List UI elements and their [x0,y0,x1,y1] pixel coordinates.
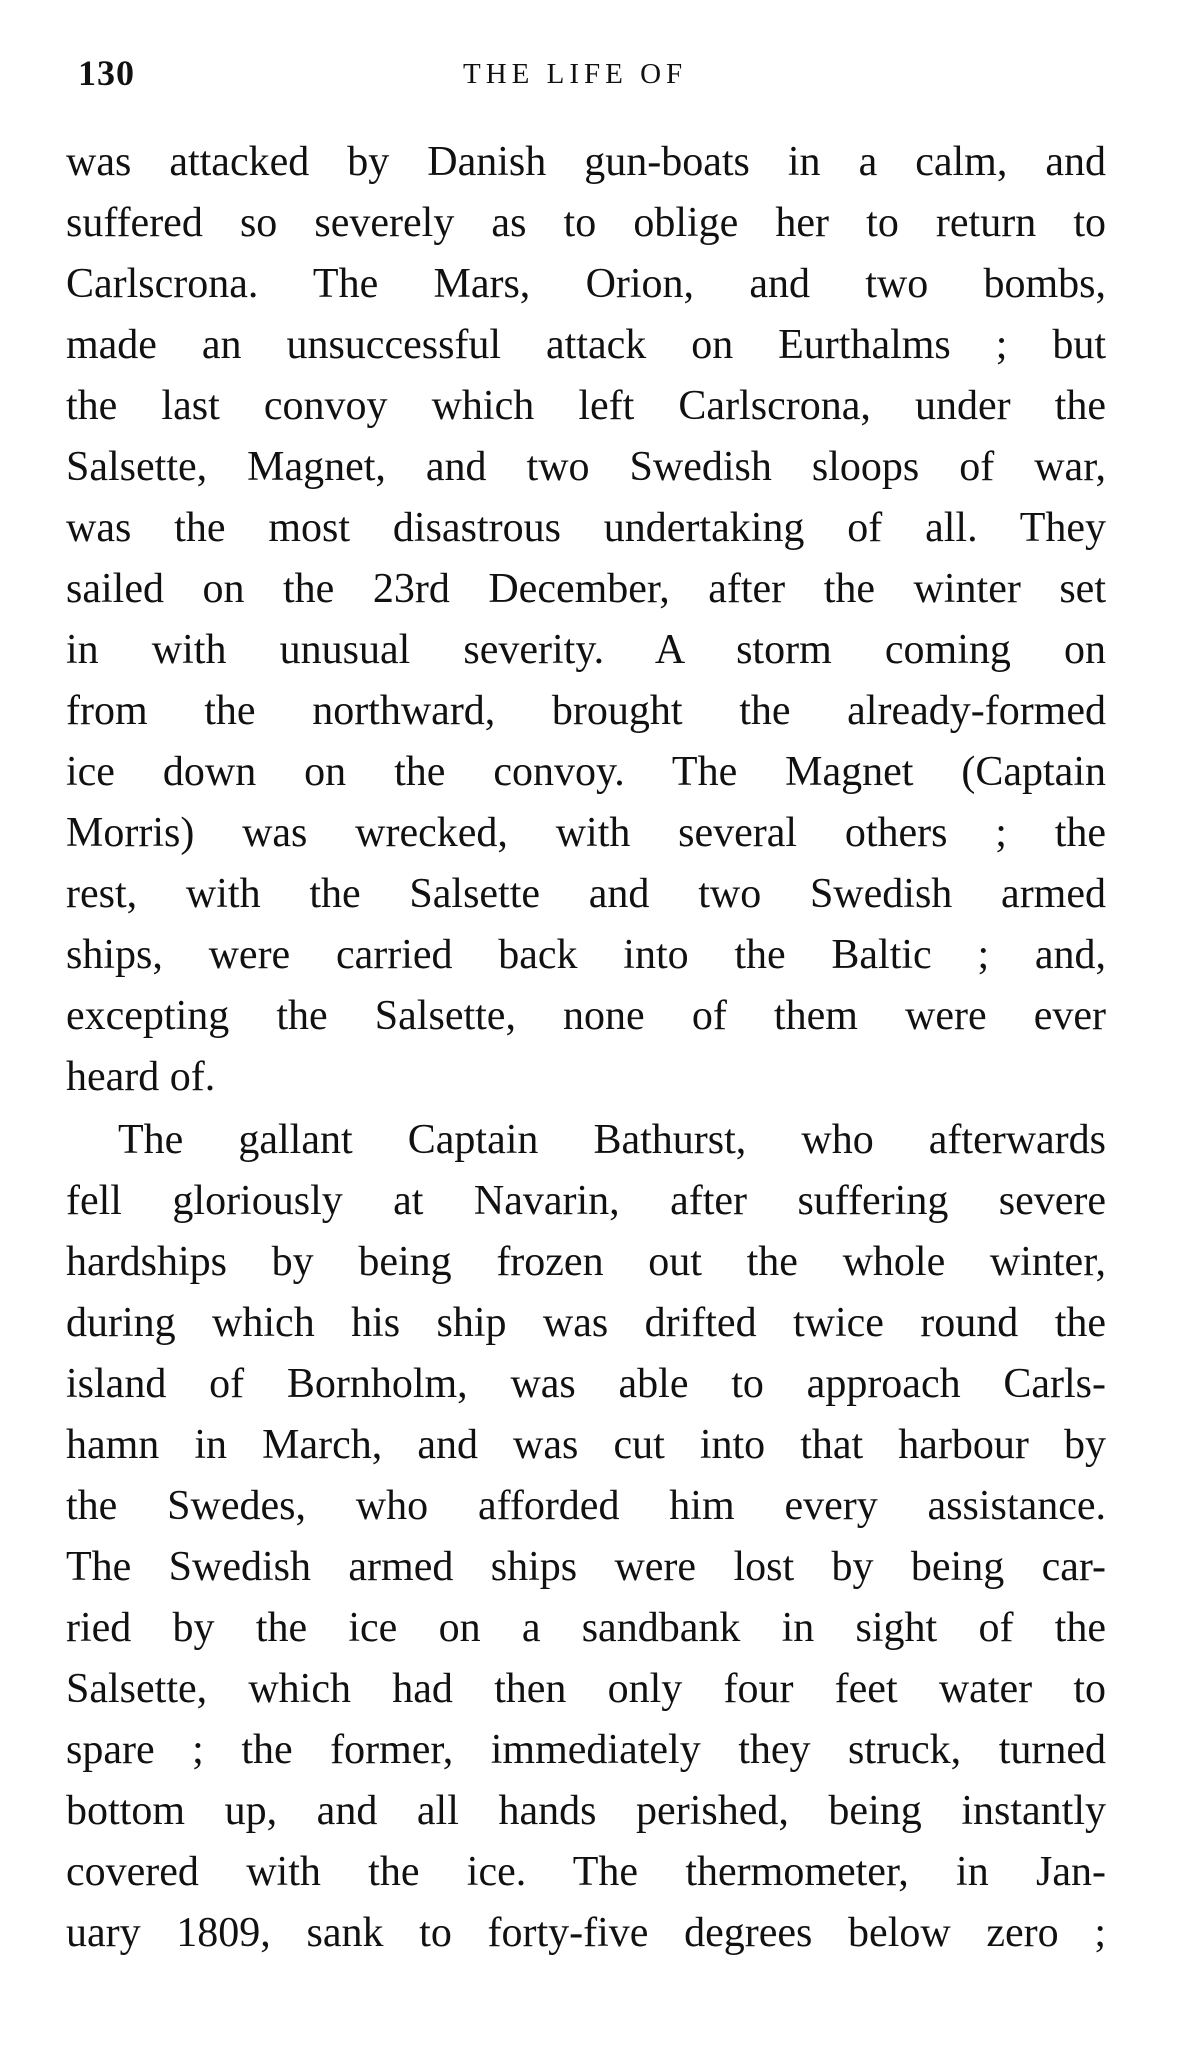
text-line: the last convoy which left Carlscrona, under the [66,383,1106,429]
text-line: made an unsuccessful attack on Eurthalms ; but [66,322,1106,368]
text-line: ships, were carried back into the Baltic ; and, [66,932,1106,978]
text-line: in with unusual severity. A storm coming on [66,627,1106,673]
text-line: sailed on the 23rd December, after the winter set [66,566,1106,612]
text-line: excepting the Salsette, none of them were ever [66,993,1106,1039]
page-header [78,52,1108,102]
text-line: island of Bornholm, was able to approach Carls- [66,1361,1106,1407]
text-line: Salsette, Magnet, and two Swedish sloops of war, [66,444,1106,490]
text-line: hardships by being frozen out the whole winter, [66,1239,1106,1285]
text-line: The Swedish armed ships were lost by being car- [66,1544,1106,1590]
text-line: was the most disastrous undertaking of all. They [66,505,1106,551]
page-number: 130 [78,53,135,93]
text-line: Carlscrona. The Mars, Orion, and two bombs, [66,261,1106,307]
text-line: heard of. [66,1054,216,1100]
paragraph-1 [66,132,1106,1108]
text-line: Morris) was wrecked, with several others ; the [66,810,1106,856]
text-line: bottom up, and all hands perished, being instantly [66,1788,1106,1834]
text-line: the Swedes, who afforded him every assistance. [66,1483,1106,1529]
text-line: suffered so severely as to oblige her to return to [66,200,1106,246]
text-line: rest, with the Salsette and two Swedish armed [66,871,1106,917]
text-line: The gallant Captain Bathurst, who afterwards [118,1117,1106,1163]
text-line: spare ; the former, immediately they struck, turned [66,1727,1106,1773]
running-title: THE LIFE OF [463,58,688,90]
text-line: hamn in March, and was cut into that harbour by [66,1422,1106,1468]
text-line: from the northward, brought the already-formed [66,688,1106,734]
text-line: ice down on the convoy. The Magnet (Captain [66,749,1106,795]
text-line: covered with the ice. The thermometer, in Jan- [66,1849,1106,1895]
text-line: during which his ship was drifted twice round the [66,1300,1106,1346]
paragraph-2 [66,1110,1106,1964]
text-line: fell gloriously at Navarin, after suffering severe [66,1178,1106,1224]
text-line: Salsette, which had then only four feet water to [66,1666,1106,1712]
body-text [66,132,1106,1964]
text-line: ried by the ice on a sandbank in sight of the [66,1605,1106,1651]
text-line: was attacked by Danish gun-boats in a calm, and [66,139,1106,185]
text-line: uary 1809, sank to forty-five degrees below zero ; [66,1910,1106,1956]
